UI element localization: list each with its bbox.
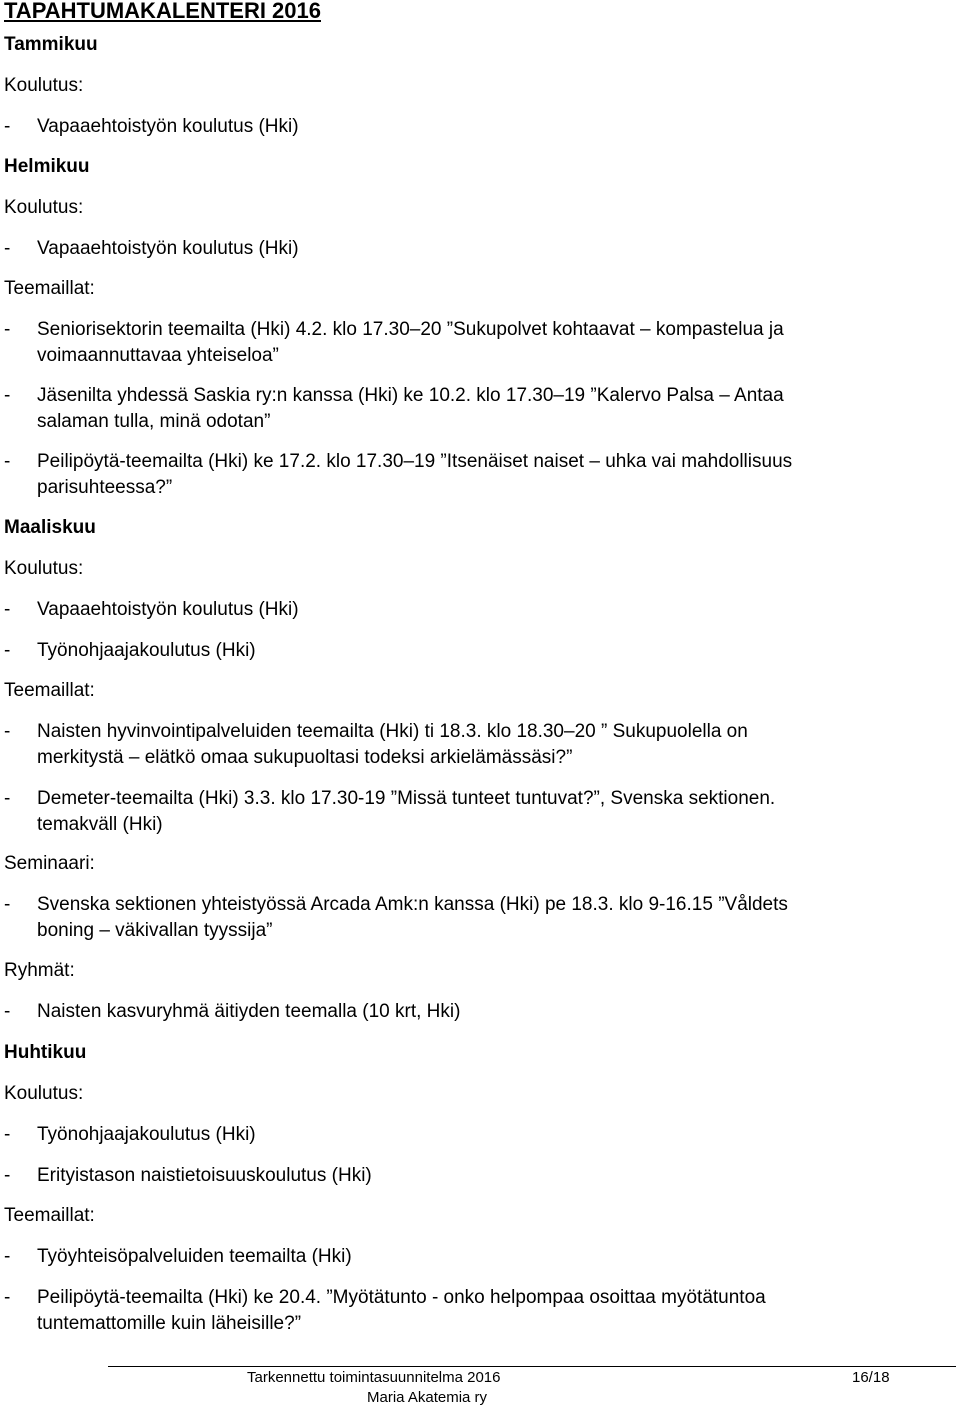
list-item-text: Vapaaehtoistyön koulutus (Hki) <box>37 238 299 259</box>
list-dash: - <box>4 1124 11 1145</box>
category-label-koulutus: Koulutus: <box>4 558 84 579</box>
list-dash: - <box>4 1246 11 1267</box>
list-dash: - <box>4 238 11 259</box>
footer-rule <box>108 1366 956 1367</box>
list-item-text: Demeter-teemailta (Hki) 3.3. klo 17.30-19 ”Missä tunteet tuntuvat?”, Svenska sektionen. temakväll (Hki) <box>37 788 776 835</box>
list-item-text: Naisten hyvinvointipalveluiden teemailta (Hki) ti 18.3. klo 18.30–20 ” Sukupuolella on merkitystä – elätkö omaa sukupuoltasi todeksi arkielämässäsi?” <box>37 721 748 768</box>
month-heading-february: Helmikuu <box>4 156 90 177</box>
list-item-text: Vapaaehtoistyön koulutus (Hki) <box>37 599 299 620</box>
list-item-text: Vapaaehtoistyön koulutus (Hki) <box>37 116 299 137</box>
list-dash: - <box>4 788 11 809</box>
list-item-text: Työyhteisöpalveluiden teemailta (Hki) <box>37 1246 352 1267</box>
list-dash: - <box>4 1001 11 1022</box>
list-item-text: Työnohjaajakoulutus (Hki) <box>37 640 256 661</box>
category-label-koulutus: Koulutus: <box>4 197 84 218</box>
list-dash: - <box>4 385 11 406</box>
month-heading-april: Huhtikuu <box>4 1042 87 1063</box>
category-label-koulutus: Koulutus: <box>4 1083 84 1104</box>
list-dash: - <box>4 894 11 915</box>
list-dash: - <box>4 599 11 620</box>
list-dash: - <box>4 1287 11 1308</box>
category-label-ryhmat: Ryhmät: <box>4 960 75 981</box>
list-dash: - <box>4 640 11 661</box>
list-item-text: Svenska sektionen yhteistyössä Arcada Amk:n kanssa (Hki) pe 18.3. klo 9-16.15 ”Våldets boning – väkivallan tyyssija” <box>37 894 788 941</box>
category-label-teemaillat: Teemaillat: <box>4 278 95 299</box>
list-dash: - <box>4 1165 11 1186</box>
category-label-seminaari: Seminaari: <box>4 853 95 874</box>
list-item-text: Peilipöytä-teemailta (Hki) ke 17.2. klo 17.30–19 ”Itsenäiset naiset – uhka vai mahdollisuus parisuhteessa?” <box>37 451 793 498</box>
list-item-text: Erityistason naistietoisuuskoulutus (Hki) <box>37 1165 372 1186</box>
category-label-teemaillat: Teemaillat: <box>4 680 95 701</box>
list-dash: - <box>4 721 11 742</box>
list-item-text: Seniorisektorin teemailta (Hki) 4.2. klo 17.30–20 ”Sukupolvet kohtaavat – kompastelua ja voimaannuttavaa yhteiseloa” <box>37 319 784 366</box>
category-label-teemaillat: Teemaillat: <box>4 1205 95 1226</box>
list-item-text: Työnohjaajakoulutus (Hki) <box>37 1124 256 1145</box>
category-label-koulutus: Koulutus: <box>4 75 84 96</box>
list-dash: - <box>4 451 11 472</box>
list-item-text: Jäsenilta yhdessä Saskia ry:n kanssa (Hki) ke 10.2. klo 17.30–19 ”Kalervo Palsa – Antaa salaman tulla, minä odotan” <box>37 385 784 432</box>
list-dash: - <box>4 319 11 340</box>
list-dash: - <box>4 116 11 137</box>
footer-page-number: 16/18 <box>852 1369 890 1386</box>
page-title: TAPAHTUMAKALENTERI 2016 <box>4 0 321 23</box>
list-item-text: Peilipöytä-teemailta (Hki) ke 20.4. ”Myötätunto - onko helpompaa osoittaa myötätuntoa tuntemattomille kuin läheisille?” <box>37 1287 766 1334</box>
footer-document-title: Tarkennettu toimintasuunnitelma 2016 <box>247 1369 501 1386</box>
footer-organization: Maria Akatemia ry <box>367 1389 488 1406</box>
month-heading-march: Maaliskuu <box>4 517 96 538</box>
list-item-text: Naisten kasvuryhmä äitiyden teemalla (10 krt, Hki) <box>37 1001 461 1022</box>
month-heading-january: Tammikuu <box>4 34 98 55</box>
